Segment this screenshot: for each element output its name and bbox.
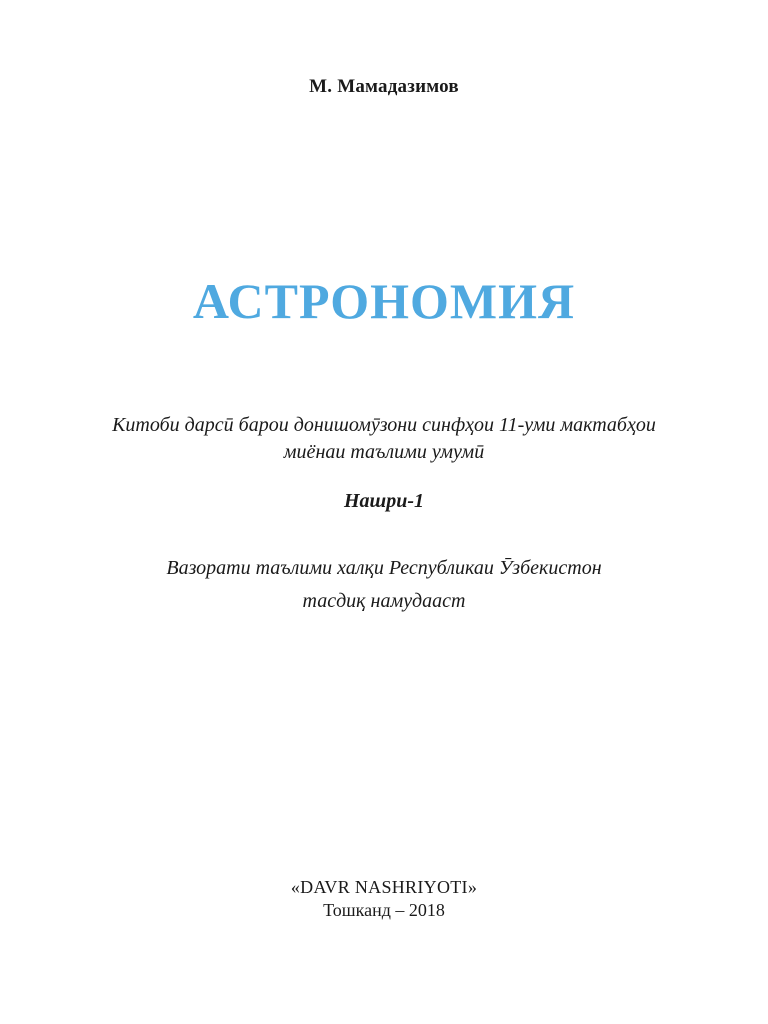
book-subtitle-line-1: Китоби дарсӣ барои донишомӯзони синфҳои 11-уми мактабҳои	[112, 414, 656, 436]
author-name: М. Мамадазимов	[309, 76, 459, 97]
book-title: АСТРОНОМИЯ	[192, 273, 576, 329]
book-subtitle-line-2: миёнаи таълими умумӣ	[283, 441, 485, 463]
edition-label: Нашри-1	[344, 490, 424, 512]
approval-line-2: тасдиқ намудааст	[302, 590, 466, 612]
approval-line-1: Вазорати таълими халқи Республикаи Ӯзбекистон	[166, 557, 602, 579]
city-and-year: Тошканд – 2018	[323, 900, 445, 920]
publisher-name: «DAVR NASHRIYOTI»	[290, 877, 478, 897]
